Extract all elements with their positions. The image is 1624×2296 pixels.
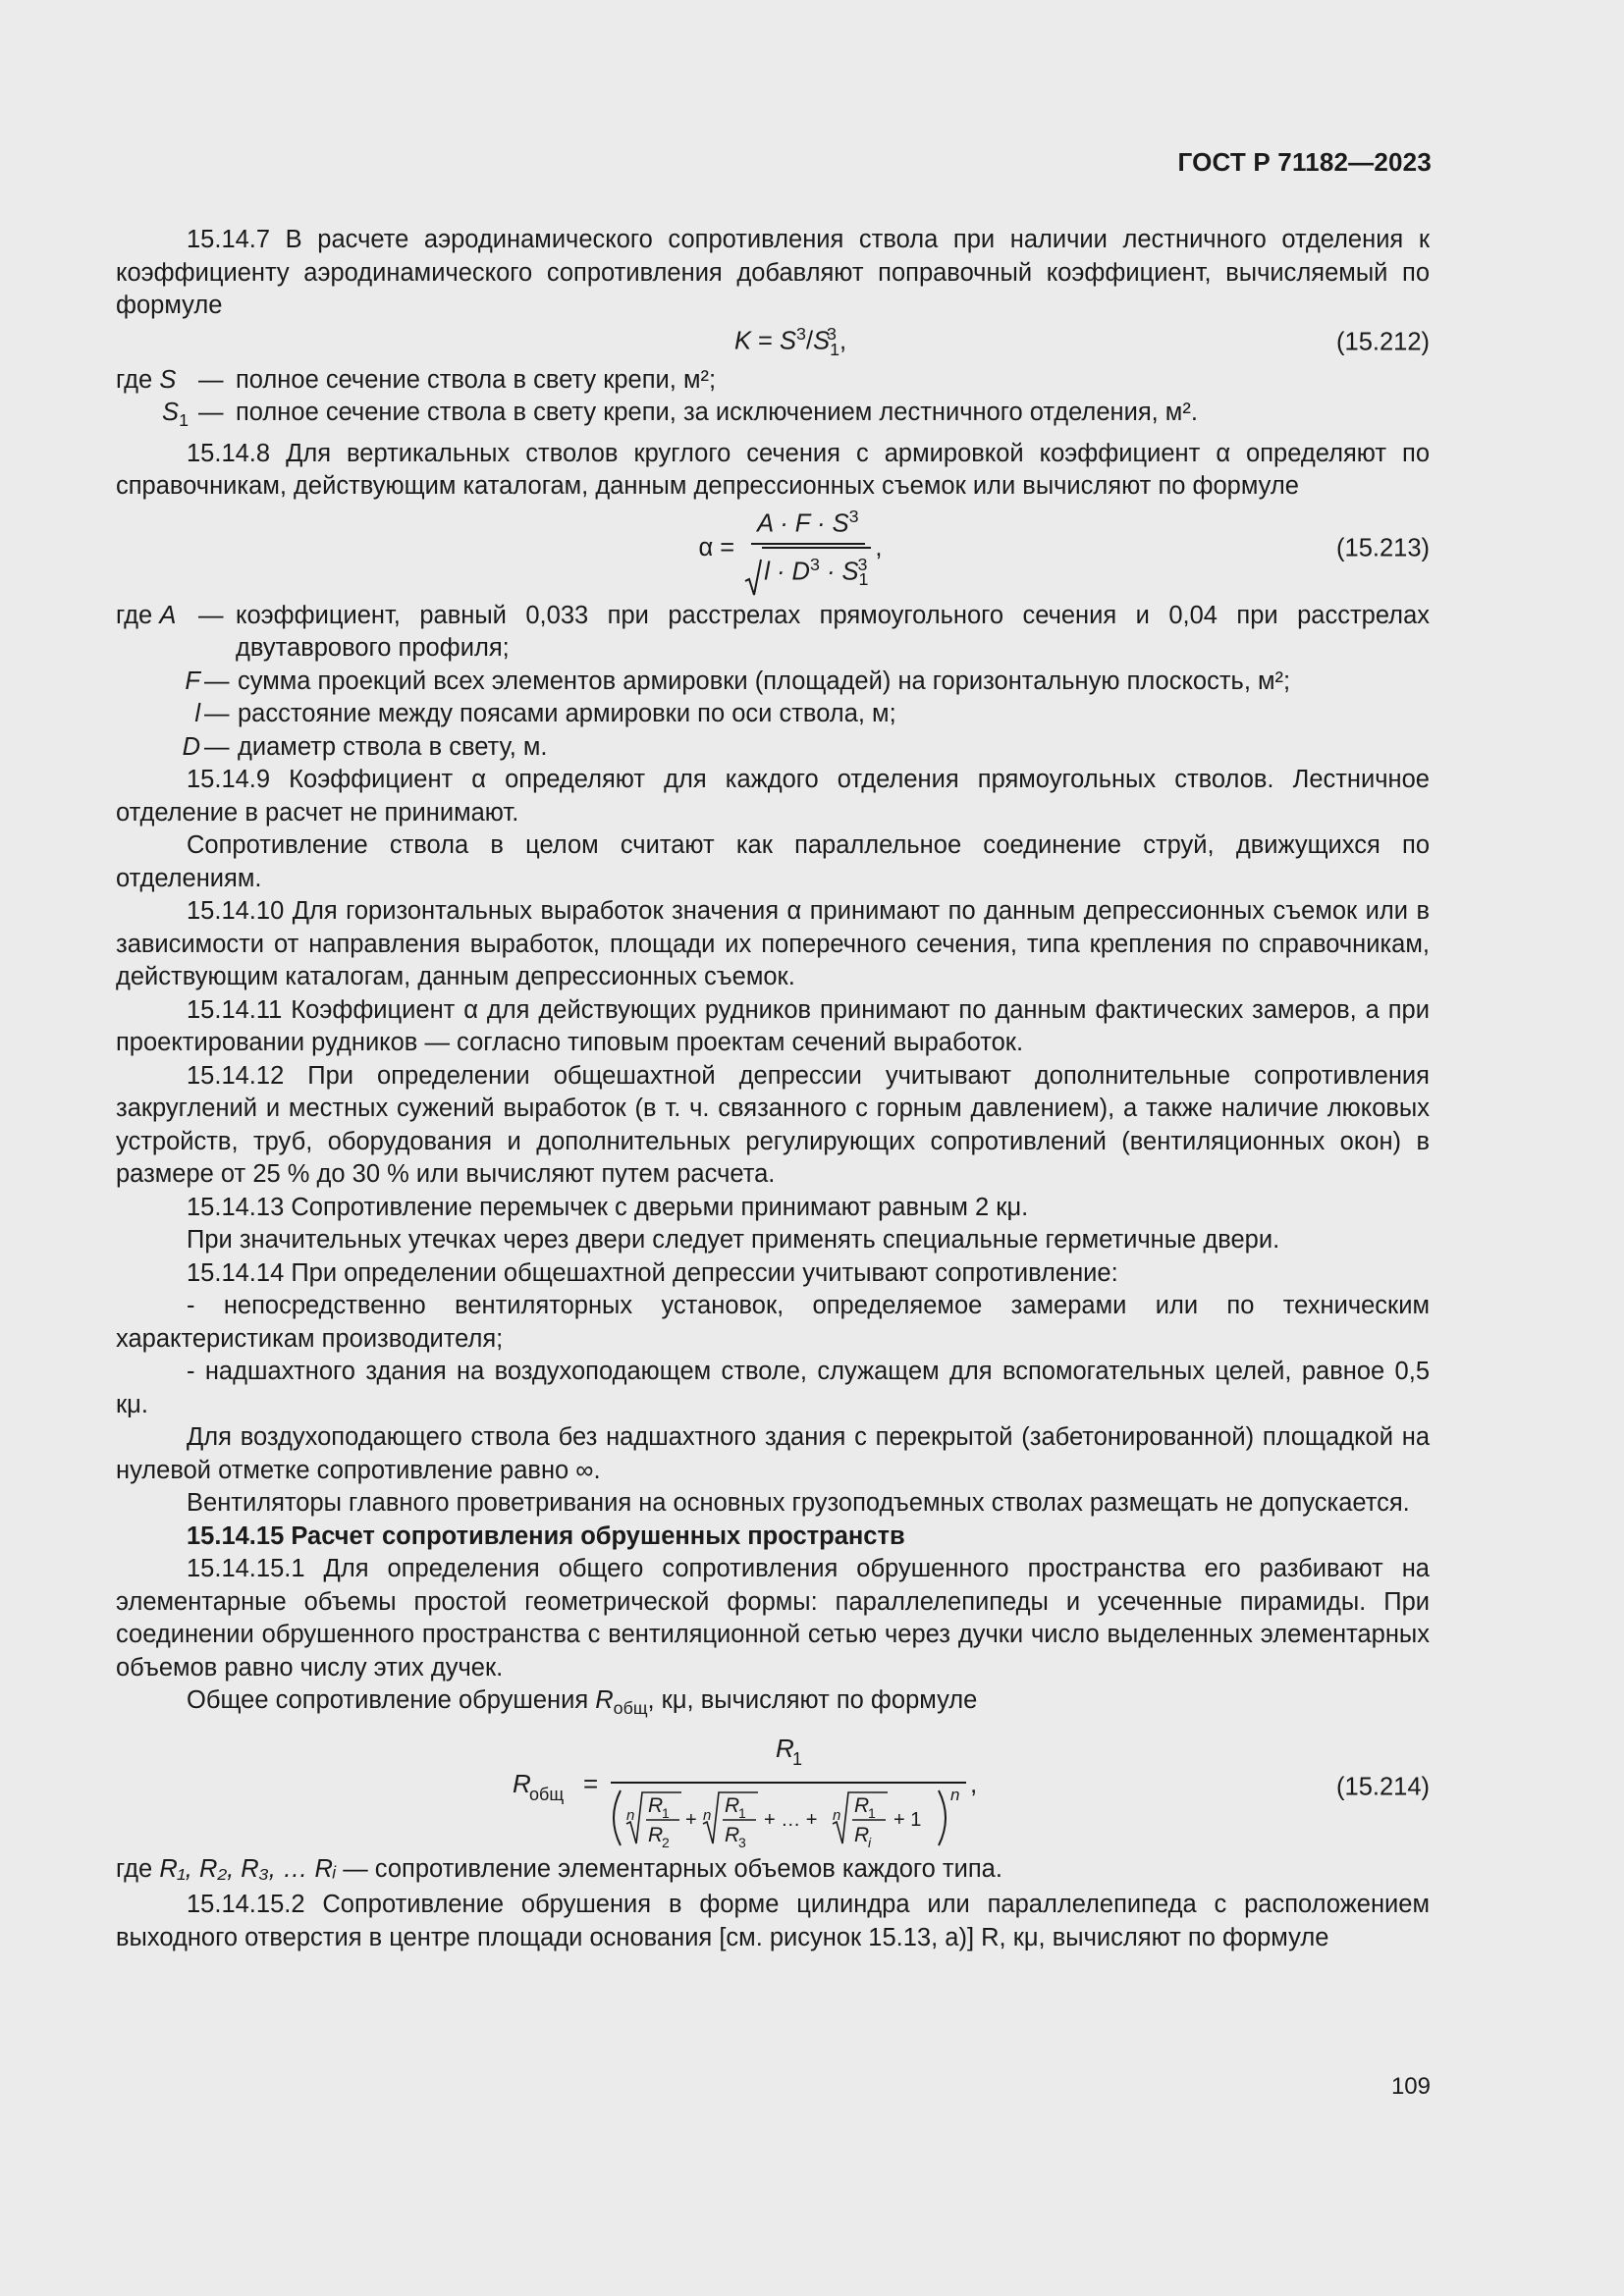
formula-15-213 xyxy=(116,504,1430,594)
paragraph-15-14-13: 15.14.13 Сопротивление перемычек с дверьми принимают равным 2 кμ. xyxy=(187,1193,1029,1221)
svg-text:R: R xyxy=(513,1768,531,1798)
svg-text:n: n xyxy=(950,1785,960,1804)
formula-15-214-expression xyxy=(513,1726,1023,1849)
paragraph-15-14-14: 15.14.14 При определении общешахтной депрессии учитывают сопротивление: xyxy=(187,1258,1118,1287)
definition-r-terms: где R₁, R₂, R₃, … Rᵢ — сопротивление элементарных объемов каждого типа. xyxy=(116,1854,1002,1883)
list-item-headframe-building: - надшахтного здания на воздухоподающем стволе, служащем для вспомогательных целей, равное 0,5 кμ. xyxy=(116,1358,1430,1418)
paragraph-total-resistance: Общее сопротивление обрушения $R_{общ}$, кμ, вычисляют по формуле xyxy=(187,1686,978,1719)
list-item-fan-installations: - непосредственно вентиляторных установок, определяемое замерами или по техническим характеристикам производителя; xyxy=(116,1292,1430,1353)
formula-15-212-expression: $K = S^3/S_1^3$ , xyxy=(733,323,847,359)
formula-number-15-212: (15.212) xyxy=(1336,327,1430,355)
paragraph-15-14-10: 15.14.10 Для горизонтальных выработок значения α принимают по данным депрессионных съемок или в зависимости от направления выработок, площади их поперечного сечения, типа крепления по справочникам, действующим каталогам, данным депрессионных съемок. xyxy=(116,897,1430,991)
svg-text:1: 1 xyxy=(792,1748,803,1769)
formula-15-212 xyxy=(116,323,1430,362)
svg-text:n: n xyxy=(703,1806,712,1824)
page-number: 109 xyxy=(1390,2073,1431,2100)
paragraph-15-14-8: 15.14.8 Для вертикальных стволов круглого сечения с армировкой коэффициент α определяют по справочникам, действующим каталогам, данным депрессионных съемок или вычисляют по формуле xyxy=(116,439,1430,501)
definitions-15-213 xyxy=(116,600,1430,765)
paragraph-15-14-11: 15.14.11 Коэффициент α для действующих рудников принимают по данным фактических замеров, а при проектировании рудников — согласно типовым проектам сечений выработок. xyxy=(116,995,1430,1057)
svg-text:3: 3 xyxy=(738,1834,746,1849)
svg-text:n: n xyxy=(833,1806,841,1824)
svg-text:,: , xyxy=(970,1768,978,1798)
paragraph-door-leakage: При значительных утечках через двери следует применять специальные герметичные двери. xyxy=(187,1226,1280,1255)
definitions-15-212 xyxy=(116,364,1430,438)
definition-l: l — расстояние между поясами армировки по оси ствола, м; xyxy=(194,700,896,728)
paragraph-15-14-15-2: 15.14.15.2 Сопротивление обрушения в форме цилиндра или параллелепипеда с расположением выходного отверстия в центре площади основания [см. рисунок 15.13, а)] R, кμ, вычисляют по формуле xyxy=(116,1891,1430,1951)
paragraph-15-14-7: 15.14.7 В расчете аэродинамического сопротивления ствола при наличии лестничного отделения к коэффициенту аэродинамического сопротивления добавляют поправочный коэффициент, вычисляемый по формуле xyxy=(116,226,1430,319)
svg-text:R: R xyxy=(854,1793,870,1817)
definition-s: где S — полное сечение ствола в свету крепи, м²; xyxy=(116,365,717,394)
paragraph-15-14-9: 15.14.9 Коэффициент α определяют для каждого отделения прямоугольных стволов. Лестничное отделение в расчет не принимают. xyxy=(116,766,1430,827)
formula-number-15-214: (15.214) xyxy=(1336,1772,1430,1800)
document-body xyxy=(116,224,1430,1954)
formula-number-15-213: (15.213) xyxy=(1336,533,1430,561)
paragraph-main-fans: Вентиляторы главного проветривания на основных грузоподъемных стволах размещать не допускается. xyxy=(187,1489,1410,1518)
svg-text:+ 1: + 1 xyxy=(893,1808,922,1831)
svg-text:+ … +: + … + xyxy=(764,1808,818,1831)
section-heading-15-14-15: 15.14.15 Расчет сопротивления обрушенных пространств xyxy=(187,1522,905,1550)
paragraph-15-14-12: 15.14.12 При определении общешахтной депрессии учитывают дополнительные сопротивления закруглений и местных сужений выработок (в т. ч. связанного с горным давлением), а также наличие люковых устройств, труб, оборудования и дополнительных регулирующих сопротивлений (вентиляционных окон) в размере от 25 % до 30 % или вычисляют путем расчета. xyxy=(116,1061,1430,1189)
sqrt-sign-icon xyxy=(744,558,762,597)
paragraph-intake-shaft: Для воздухоподающего ствола без надшахтного здания с перекрытой (забетонированной) площадкой на нулевой отметке сопротивление равно ∞. xyxy=(116,1423,1430,1484)
svg-text:+: + xyxy=(685,1808,697,1831)
definition-f: F — сумма проекций всех элементов армировки (площадей) на горизонтальную плоскость, м²; xyxy=(185,667,1291,695)
formula-15-213-expression: α = $\frac{A \cdot F \cdot S^3}{l \cdot D^3 \cdot S_1^3}$ , xyxy=(698,501,882,597)
svg-text:R: R xyxy=(854,1823,870,1846)
paragraph-shaft-resistance: Сопротивление ствола в целом считают как параллельное соединение струй, движущихся по отделениям. xyxy=(116,831,1430,892)
svg-text:2: 2 xyxy=(662,1834,670,1849)
svg-text:i: i xyxy=(868,1834,872,1849)
svg-text:R: R xyxy=(725,1823,740,1846)
definition-a: где A — коэффициент, равный 0,033 при расстрелах прямоугольного сечения и 0,04 при расстрелах двутаврового профиля; xyxy=(116,601,1430,663)
definition-s1: $S_1$ — полное сечение ствола в свету крепи, за исключением лестничного отделения, м². xyxy=(162,399,1198,431)
document-header: ГОСТ Р 71182—2023 xyxy=(1177,147,1432,177)
formula-15-214 xyxy=(116,1726,1430,1849)
svg-text:R: R xyxy=(725,1793,740,1817)
svg-text:R: R xyxy=(776,1733,794,1763)
svg-text:=: = xyxy=(583,1768,599,1798)
svg-text:R: R xyxy=(648,1793,664,1817)
paragraph-15-14-15-1: 15.14.15.1 Для определения общего сопротивления обрушенного пространства его разбивают на элементарные объемы простой геометрической формы: параллелепипеды и усеченные пирамиды. При соединении обрушенного пространства с вентиляционной сетью через дучки число выделенных элементарных объемов равно числу этих дучек. xyxy=(116,1555,1430,1682)
svg-text:1: 1 xyxy=(662,1804,670,1821)
definition-d: D — диаметр ствола в свету, м. xyxy=(182,732,548,761)
svg-text:1: 1 xyxy=(868,1804,876,1821)
svg-text:R: R xyxy=(648,1823,664,1846)
svg-text:1: 1 xyxy=(738,1804,746,1821)
svg-text:общ: общ xyxy=(529,1784,565,1804)
svg-text:n: n xyxy=(626,1806,635,1824)
